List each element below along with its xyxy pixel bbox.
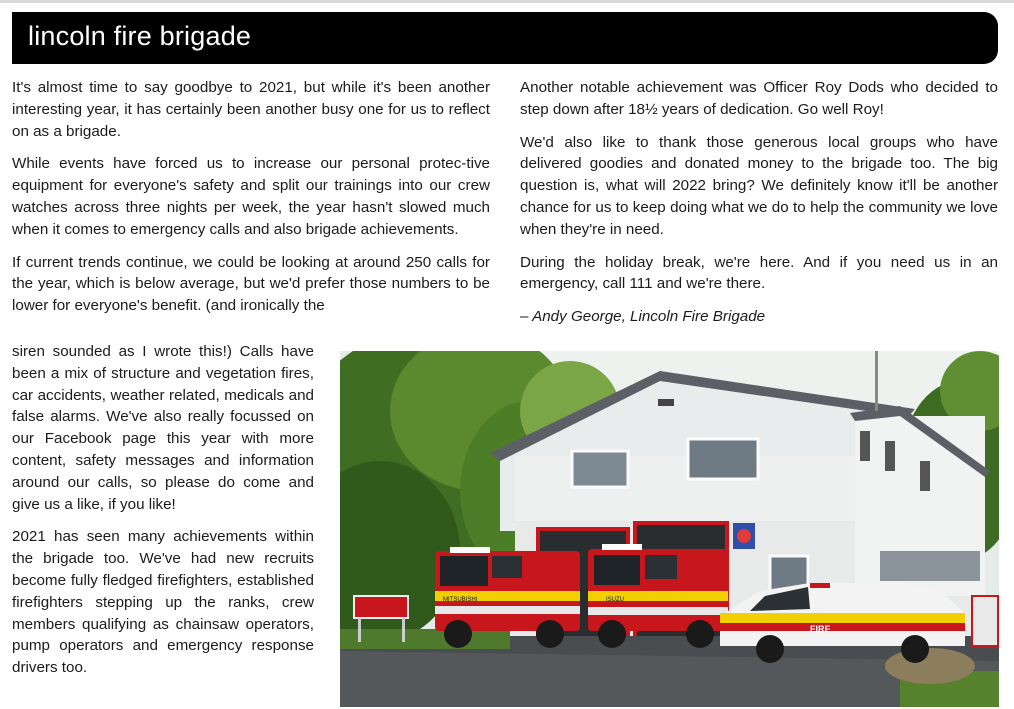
truck2-brand: ISUZU	[606, 597, 624, 603]
article-paragraph: Another notable achievement was Officer Roy Dods who decided to step down after 18½ years of dedication. Go well Roy!	[520, 79, 998, 118]
article-paragraph: siren sounded as I wrote this!) Calls have been a mix of structure and vegetation fires, car accidents, weather related, medicals and false alarms. We've also really focussed on our Facebook page this year with more content, safety messages and information around our calls, so please do come and give us a like, if you like!	[12, 343, 314, 513]
ute-label: FIRE	[810, 624, 831, 634]
article-paragraph: During the holiday break, we're here. And if you need us in an emergency, call 111 and we're there.	[520, 253, 998, 293]
section-header-bar	[12, 12, 998, 64]
author-signature: – Andy George, Lincoln Fire Brigade	[520, 308, 766, 326]
article-paragraph: We'd also like to thank those generous local groups who have delivered goodies and donated money to the brigade too. The big question is, what will 2022 bring? We definitely know it'll be another chance for us to keep doing what we do to help the community we love when they're in need.	[520, 133, 998, 238]
article-paragraph: While events have forced us to increase our personal protec-tive equipment for everyone's safety and split our trainings into our crew watches across three nights per week, the year hasn't slowed much when it comes to emergency calls and also brigade achievements.	[12, 155, 490, 238]
article-right-column	[520, 77, 998, 339]
article-left-narrow-column	[12, 341, 314, 690]
article-paragraph: It's almost time to say goodbye to 2021, but while it's been another interesting year, it has certainly been another busy one for us to reflect on as a brigade.	[12, 79, 490, 140]
top-rule	[0, 0, 1014, 3]
article-paragraph: 2021 has seen many achievements within the brigade too. We've had new recruits become fully fledged firefighters, established firefighters stepping up the ranks, crew members qualifying as chainsaw operators, pump operators and emergency response drivers too.	[12, 528, 314, 677]
article-paragraph: If current trends continue, we could be looking at around 250 calls for the year, which is below average, but we'd prefer those numbers to be lower for everyone's benefit. (and ironically the	[12, 253, 490, 315]
page-title: lincoln fire brigade	[28, 21, 252, 51]
truck1-brand: MITSUBISHI	[443, 597, 478, 603]
fire-station-photo	[340, 351, 999, 707]
article-left-column	[12, 77, 490, 317]
